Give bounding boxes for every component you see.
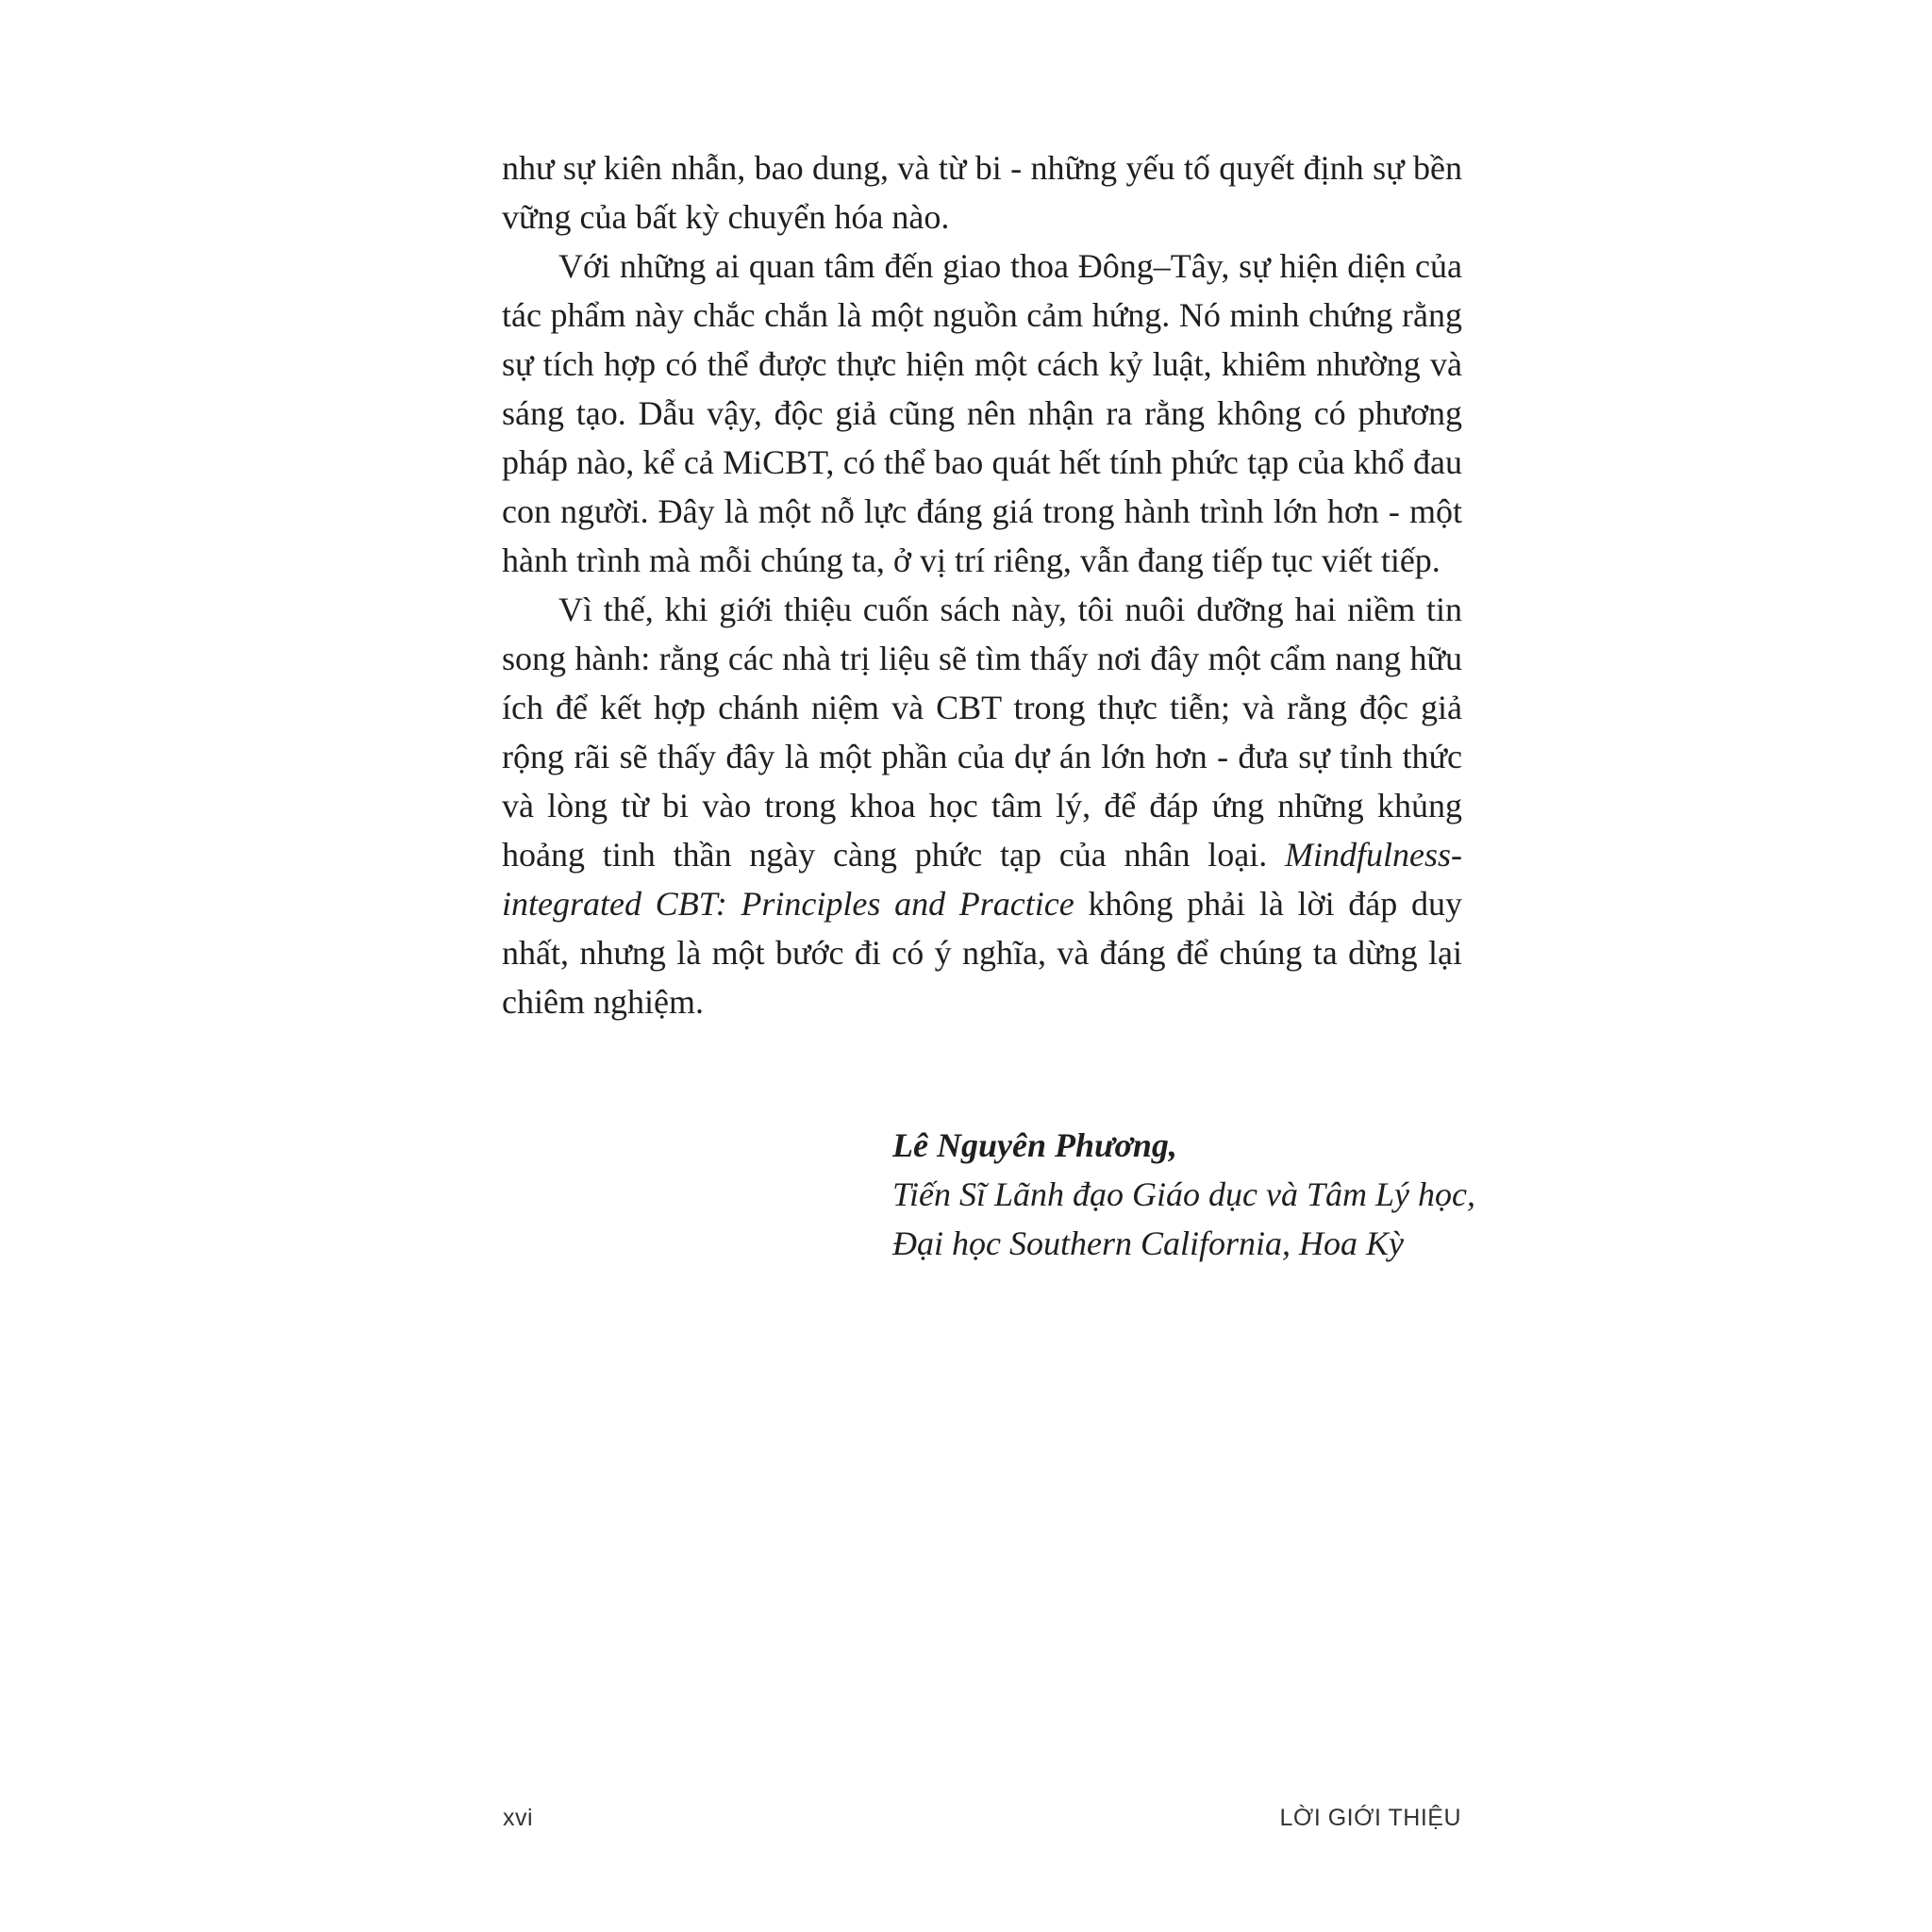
section-title: LỜI GIỚI THIỆU [1279,1805,1461,1831]
paragraph [502,585,1462,1026]
paragraph-text: Vì thế, khi giới thiệu cuốn sách này, tôi nuôi dưỡng hai niềm tin song hành: rằng các nhà trị liệu sẽ tìm thấy nơi đây một cẩm nang hữu ích để kết hợp chánh niệm và CBT trong thực tiễn; và rằng độc giả rộng rãi sẽ thấy đây là một phần của dự án lớn hơn - đưa sự tỉnh thức và lòng từ bi vào trong khoa học tâm lý, để đáp ứng những khủng hoảng tinh thần ngày càng phức tạp của nhân loại. [502,591,1462,874]
author-title: Tiến Sĩ Lãnh đạo Giáo dục và Tâm Lý học, [892,1175,1475,1213]
book-title: Mindfulness-integrated CBT: Principles and Practice [502,836,1462,923]
paragraph: Với những ai quan tâm đến giao thoa Đông–Tây, sự hiện diện của tác phẩm này chắc chắn là một nguồn cảm hứng. Nó minh chứng rằng sự tích hợp có thể được thực hiện một cách kỷ luật, khiêm nhường và sáng tạo. Dẫu vậy, độc giả cũng nên nhận ra rằng không có phương pháp nào, kể cả MiCBT, có thể bao quát hết tính phức tạp của khổ đau con người. Đây là một nỗ lực đáng giá trong hành trình lớn hơn - một hành trình mà mỗi chúng ta, ở vị trí riêng, vẫn đang tiếp tục viết tiếp. [502,247,1462,579]
paragraph: như sự kiên nhẫn, bao dung, và từ bi - những yếu tố quyết định sự bền vững của bất kỳ chuyển hóa nào. [502,149,1462,236]
page-number: xvi [503,1805,534,1831]
signature-block [892,1121,1475,1268]
author-name: Lê Nguyên Phương, [892,1126,1177,1164]
paragraph-text: không phải là lời đáp duy nhất, nhưng là một bước đi có ý nghĩa, và đáng để chúng ta dừng lại chiêm nghiệm. [502,885,1462,1021]
author-affiliation: Đại học Southern California, Hoa Kỳ [892,1224,1404,1262]
body-text [502,143,1462,1026]
